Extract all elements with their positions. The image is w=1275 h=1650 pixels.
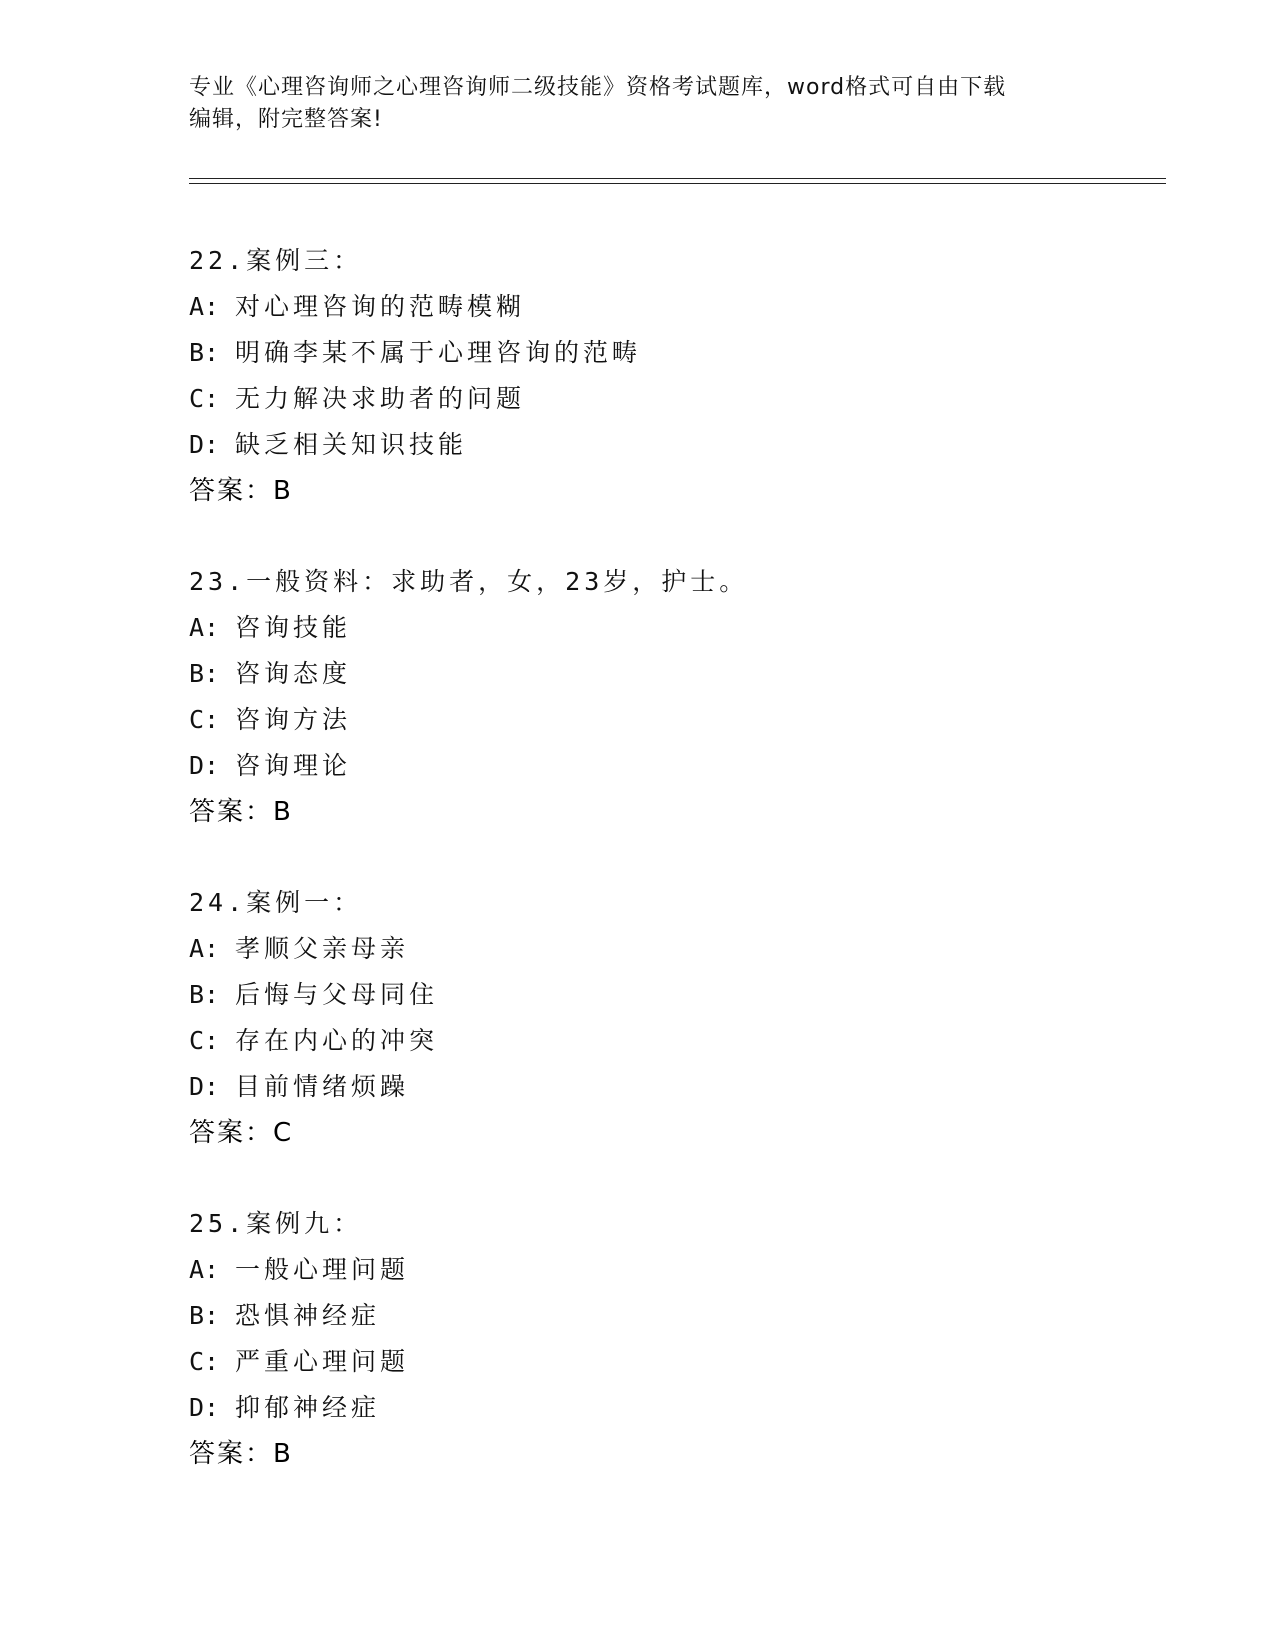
option-d bbox=[189, 1064, 1169, 1110]
option-letter: D: bbox=[189, 1072, 220, 1101]
option-c bbox=[189, 697, 1169, 743]
answer-line: 答案：C bbox=[189, 1118, 294, 1148]
header-line-1: 专业《心理咨询师之心理咨询师二级技能》资格考试题库，word格式可自由下载 bbox=[189, 75, 1007, 100]
option-letter: D: bbox=[189, 751, 220, 780]
question-title: 25.案例九： bbox=[189, 1209, 363, 1238]
option-d bbox=[189, 422, 1169, 468]
option-b bbox=[189, 651, 1169, 697]
option-c bbox=[189, 1339, 1169, 1385]
option-text: 明确李某不属于心理咨询的范畴 bbox=[235, 338, 642, 367]
option-text: 孝顺父亲母亲 bbox=[235, 934, 410, 963]
option-text: 对心理咨询的范畴模糊 bbox=[235, 292, 526, 321]
option-letter: D: bbox=[189, 1393, 220, 1422]
option-text: 无力解决求助者的问题 bbox=[235, 384, 526, 413]
question-title: 22.案例三： bbox=[189, 246, 363, 275]
option-a bbox=[189, 605, 1169, 651]
question-title: 23.一般资料：求助者，女，23岁，护士。 bbox=[189, 567, 749, 596]
option-letter: B: bbox=[189, 1301, 220, 1330]
option-text: 存在内心的冲突 bbox=[235, 1026, 439, 1055]
option-d bbox=[189, 1385, 1169, 1431]
answer-line: 答案：B bbox=[189, 1439, 293, 1469]
option-letter: A: bbox=[189, 613, 220, 642]
question-title: 24.案例一： bbox=[189, 888, 363, 917]
question-22 bbox=[189, 238, 1169, 514]
answer-line: 答案：B bbox=[189, 476, 293, 506]
option-b bbox=[189, 1293, 1169, 1339]
option-a bbox=[189, 1247, 1169, 1293]
document-header bbox=[189, 72, 1089, 136]
option-letter: A: bbox=[189, 1255, 220, 1284]
option-b bbox=[189, 972, 1169, 1018]
option-letter: B: bbox=[189, 338, 220, 367]
option-c bbox=[189, 376, 1169, 422]
option-text: 抑郁神经症 bbox=[235, 1393, 381, 1422]
option-b bbox=[189, 330, 1169, 376]
option-text: 缺乏相关知识技能 bbox=[235, 430, 468, 459]
option-letter: C: bbox=[189, 1026, 220, 1055]
question-list bbox=[189, 238, 1169, 1522]
option-d bbox=[189, 743, 1169, 789]
answer-line: 答案：B bbox=[189, 797, 293, 827]
question-25 bbox=[189, 1201, 1169, 1477]
question-24 bbox=[189, 880, 1169, 1156]
question-23 bbox=[189, 559, 1169, 835]
option-text: 咨询技能 bbox=[235, 613, 352, 642]
option-text: 咨询方法 bbox=[235, 705, 352, 734]
option-text: 后悔与父母同住 bbox=[235, 980, 439, 1009]
option-letter: B: bbox=[189, 659, 220, 688]
option-letter: D: bbox=[189, 430, 220, 459]
option-letter: C: bbox=[189, 384, 220, 413]
option-text: 严重心理问题 bbox=[235, 1347, 410, 1376]
option-letter: C: bbox=[189, 705, 220, 734]
header-divider bbox=[189, 178, 1166, 184]
option-text: 目前情绪烦躁 bbox=[235, 1072, 410, 1101]
option-text: 一般心理问题 bbox=[235, 1255, 410, 1284]
option-text: 恐惧神经症 bbox=[235, 1301, 381, 1330]
option-c bbox=[189, 1018, 1169, 1064]
option-a bbox=[189, 284, 1169, 330]
header-line-2: 编辑，附完整答案! bbox=[189, 107, 383, 132]
option-a bbox=[189, 926, 1169, 972]
option-letter: A: bbox=[189, 292, 220, 321]
option-text: 咨询理论 bbox=[235, 751, 352, 780]
option-letter: C: bbox=[189, 1347, 220, 1376]
option-letter: A: bbox=[189, 934, 220, 963]
option-text: 咨询态度 bbox=[235, 659, 352, 688]
option-letter: B: bbox=[189, 980, 220, 1009]
